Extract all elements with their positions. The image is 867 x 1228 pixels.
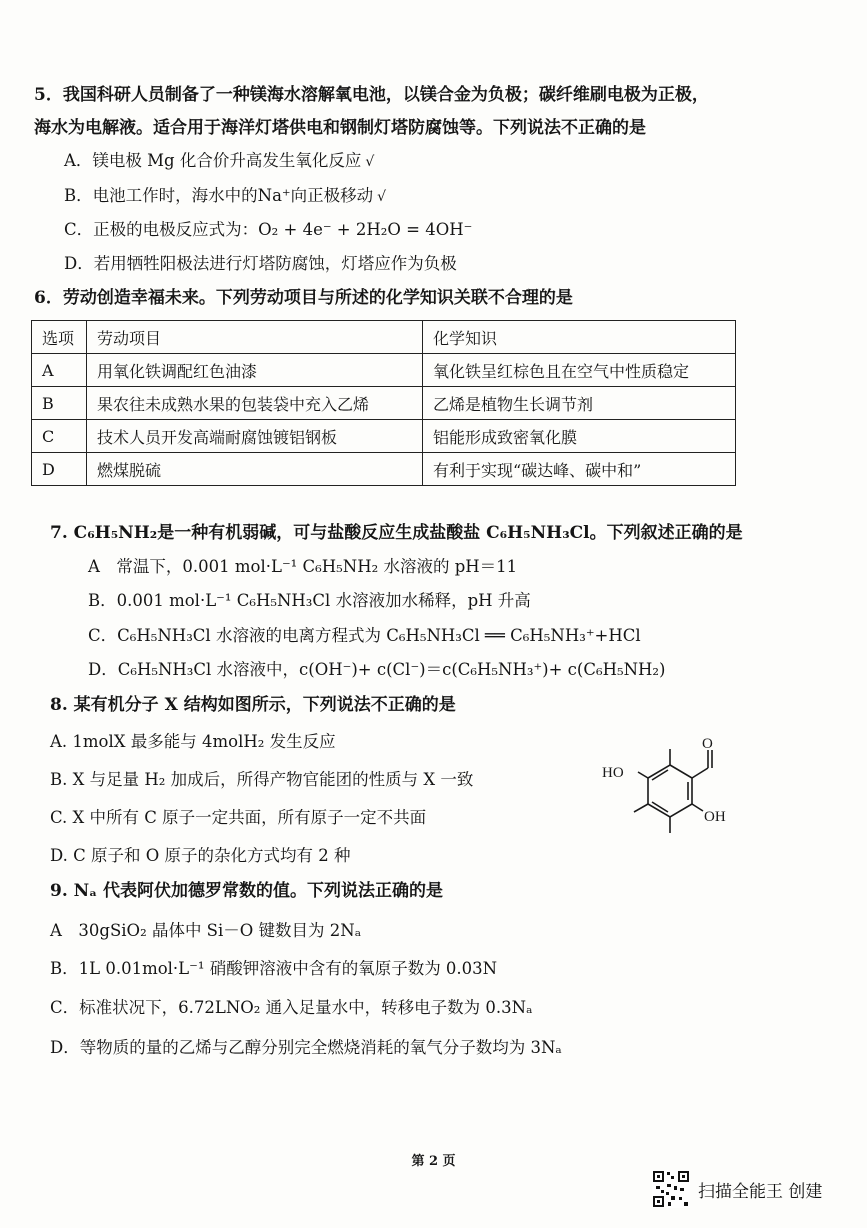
table-header-cell: 化学知识 bbox=[423, 321, 736, 354]
q6-stem: 6．劳动创造幸福未来。下列劳动项目与所述的化学知识关联不合理的是 bbox=[34, 288, 573, 308]
table-cell: 技术人员开发高端耐腐蚀镀铝钢板 bbox=[87, 420, 423, 453]
table-cell: B bbox=[32, 387, 87, 420]
table-cell: D bbox=[32, 453, 87, 486]
q8-option-d: D. C 原子和 O 原子的杂化方式均有 2 种 bbox=[50, 846, 351, 865]
q5-stem-line2: 海水为电解液。适合用于海洋灯塔供电和钢制灯塔防腐蚀等。下列说法不正确的是 bbox=[34, 118, 646, 138]
check-mark-icon: √ bbox=[365, 154, 375, 170]
table-cell: 乙烯是植物生长调节剂 bbox=[423, 387, 736, 420]
scanner-watermark bbox=[652, 1170, 822, 1208]
q9-option-b: B．1L 0.01mol·L⁻¹ 硝酸钾溶液中含有的氧原子数为 0.03N bbox=[50, 959, 498, 978]
q5-option-c: C．正极的电极反应式为：O₂ + 4e⁻ + 2H₂O = 4OH⁻ bbox=[64, 220, 473, 239]
table-cell: 氧化铁呈红棕色且在空气中性质稳定 bbox=[423, 354, 736, 387]
q9-stem: 9. Nₐ 代表阿伏加德罗常数的值。下列说法正确的是 bbox=[50, 881, 444, 901]
table-header-row bbox=[32, 321, 736, 354]
q7-option-a: A 常温下，0.001 mol·L⁻¹ C₆H₅NH₂ 水溶液的 pH＝11 bbox=[88, 557, 518, 576]
q5-option-b bbox=[64, 185, 386, 208]
carbonyl-oxygen-label: O bbox=[702, 736, 713, 752]
q9-option-d: D．等物质的量的乙烯与乙醇分别完全燃烧消耗的氧气分子数均为 3Nₐ bbox=[50, 1038, 562, 1057]
q5-option-b-text: B．电池工作时，海水中的Na⁺向正极移动 bbox=[64, 186, 374, 205]
q8-option-b: B. X 与足量 H₂ 加成后，所得产物官能团的性质与 X 一致 bbox=[50, 770, 474, 789]
table-header-cell: 选项 bbox=[32, 321, 87, 354]
table-cell: A bbox=[32, 354, 87, 387]
q7-option-d: D．C₆H₅NH₃Cl 水溶液中，c(OH⁻)+ c(Cl⁻)＝c(C₆H₅NH₃⁺)+ c(C₆H₅NH₂) bbox=[88, 660, 666, 679]
qr-code-icon bbox=[652, 1170, 690, 1208]
hydroxyl-label-ho: HO bbox=[602, 765, 624, 781]
molecule-x-structure bbox=[598, 735, 748, 845]
q9-option-c: C．标准状况下，6.72LNO₂ 通入足量水中，转移电子数为 0.3Nₐ bbox=[50, 998, 533, 1017]
table-row bbox=[32, 354, 736, 387]
table-cell: 用氧化铁调配红色油漆 bbox=[87, 354, 423, 387]
table-row bbox=[32, 387, 736, 420]
q5-option-a bbox=[64, 150, 374, 173]
check-mark-icon: √ bbox=[377, 189, 387, 205]
table-header-cell: 劳动项目 bbox=[87, 321, 423, 354]
q5-option-a-text: A．镁电极 Mg 化合价升高发生氧化反应 bbox=[64, 151, 362, 170]
q8-option-c: C. X 中所有 C 原子一定共面，所有原子一定不共面 bbox=[50, 808, 427, 827]
q5-option-d: D．若用牺牲阳极法进行灯塔防腐蚀，灯塔应作为负极 bbox=[64, 254, 457, 273]
page-number: 第 2 页 bbox=[411, 1154, 456, 1169]
table-cell: 果农往未成熟水果的包装袋中充入乙烯 bbox=[87, 387, 423, 420]
table-cell: C bbox=[32, 420, 87, 453]
table-row bbox=[32, 420, 736, 453]
q9-option-a: A 30gSiO₂ 晶体中 Si－O 键数目为 2Nₐ bbox=[50, 921, 362, 940]
table-row bbox=[32, 453, 736, 486]
hydroxyl-label-oh: OH bbox=[704, 809, 726, 825]
q7-option-b: B．0.001 mol·L⁻¹ C₆H₅NH₃Cl 水溶液加水稀释，pH 升高 bbox=[88, 591, 531, 610]
table-cell: 有利于实现“碳达峰、碳中和” bbox=[423, 453, 736, 486]
table-cell: 铝能形成致密氧化膜 bbox=[423, 420, 736, 453]
q8-option-a: A. 1molX 最多能与 4molH₂ 发生反应 bbox=[50, 732, 336, 751]
q7-stem: 7. C₆H₅NH₂是一种有机弱碱，可与盐酸反应生成盐酸盐 C₆H₅NH₃Cl。下列叙述正确的是 bbox=[50, 523, 743, 543]
watermark-text: 扫描全能王 创建 bbox=[698, 1181, 823, 1202]
q6-table bbox=[31, 320, 736, 486]
q5-stem-line1: 5．我国科研人员制备了一种镁海水溶解氧电池，以镁合金为负极；碳纤维刷电极为正极， bbox=[34, 85, 709, 105]
q8-stem: 8. 某有机分子 X 结构如图所示，下列说法不正确的是 bbox=[50, 695, 456, 715]
q7-option-c: C．C₆H₅NH₃Cl 水溶液的电离方程式为 C₆H₅NH₃Cl ══ C₆H₅NH₃⁺+HCl bbox=[88, 626, 641, 645]
table-cell: 燃煤脱硫 bbox=[87, 453, 423, 486]
